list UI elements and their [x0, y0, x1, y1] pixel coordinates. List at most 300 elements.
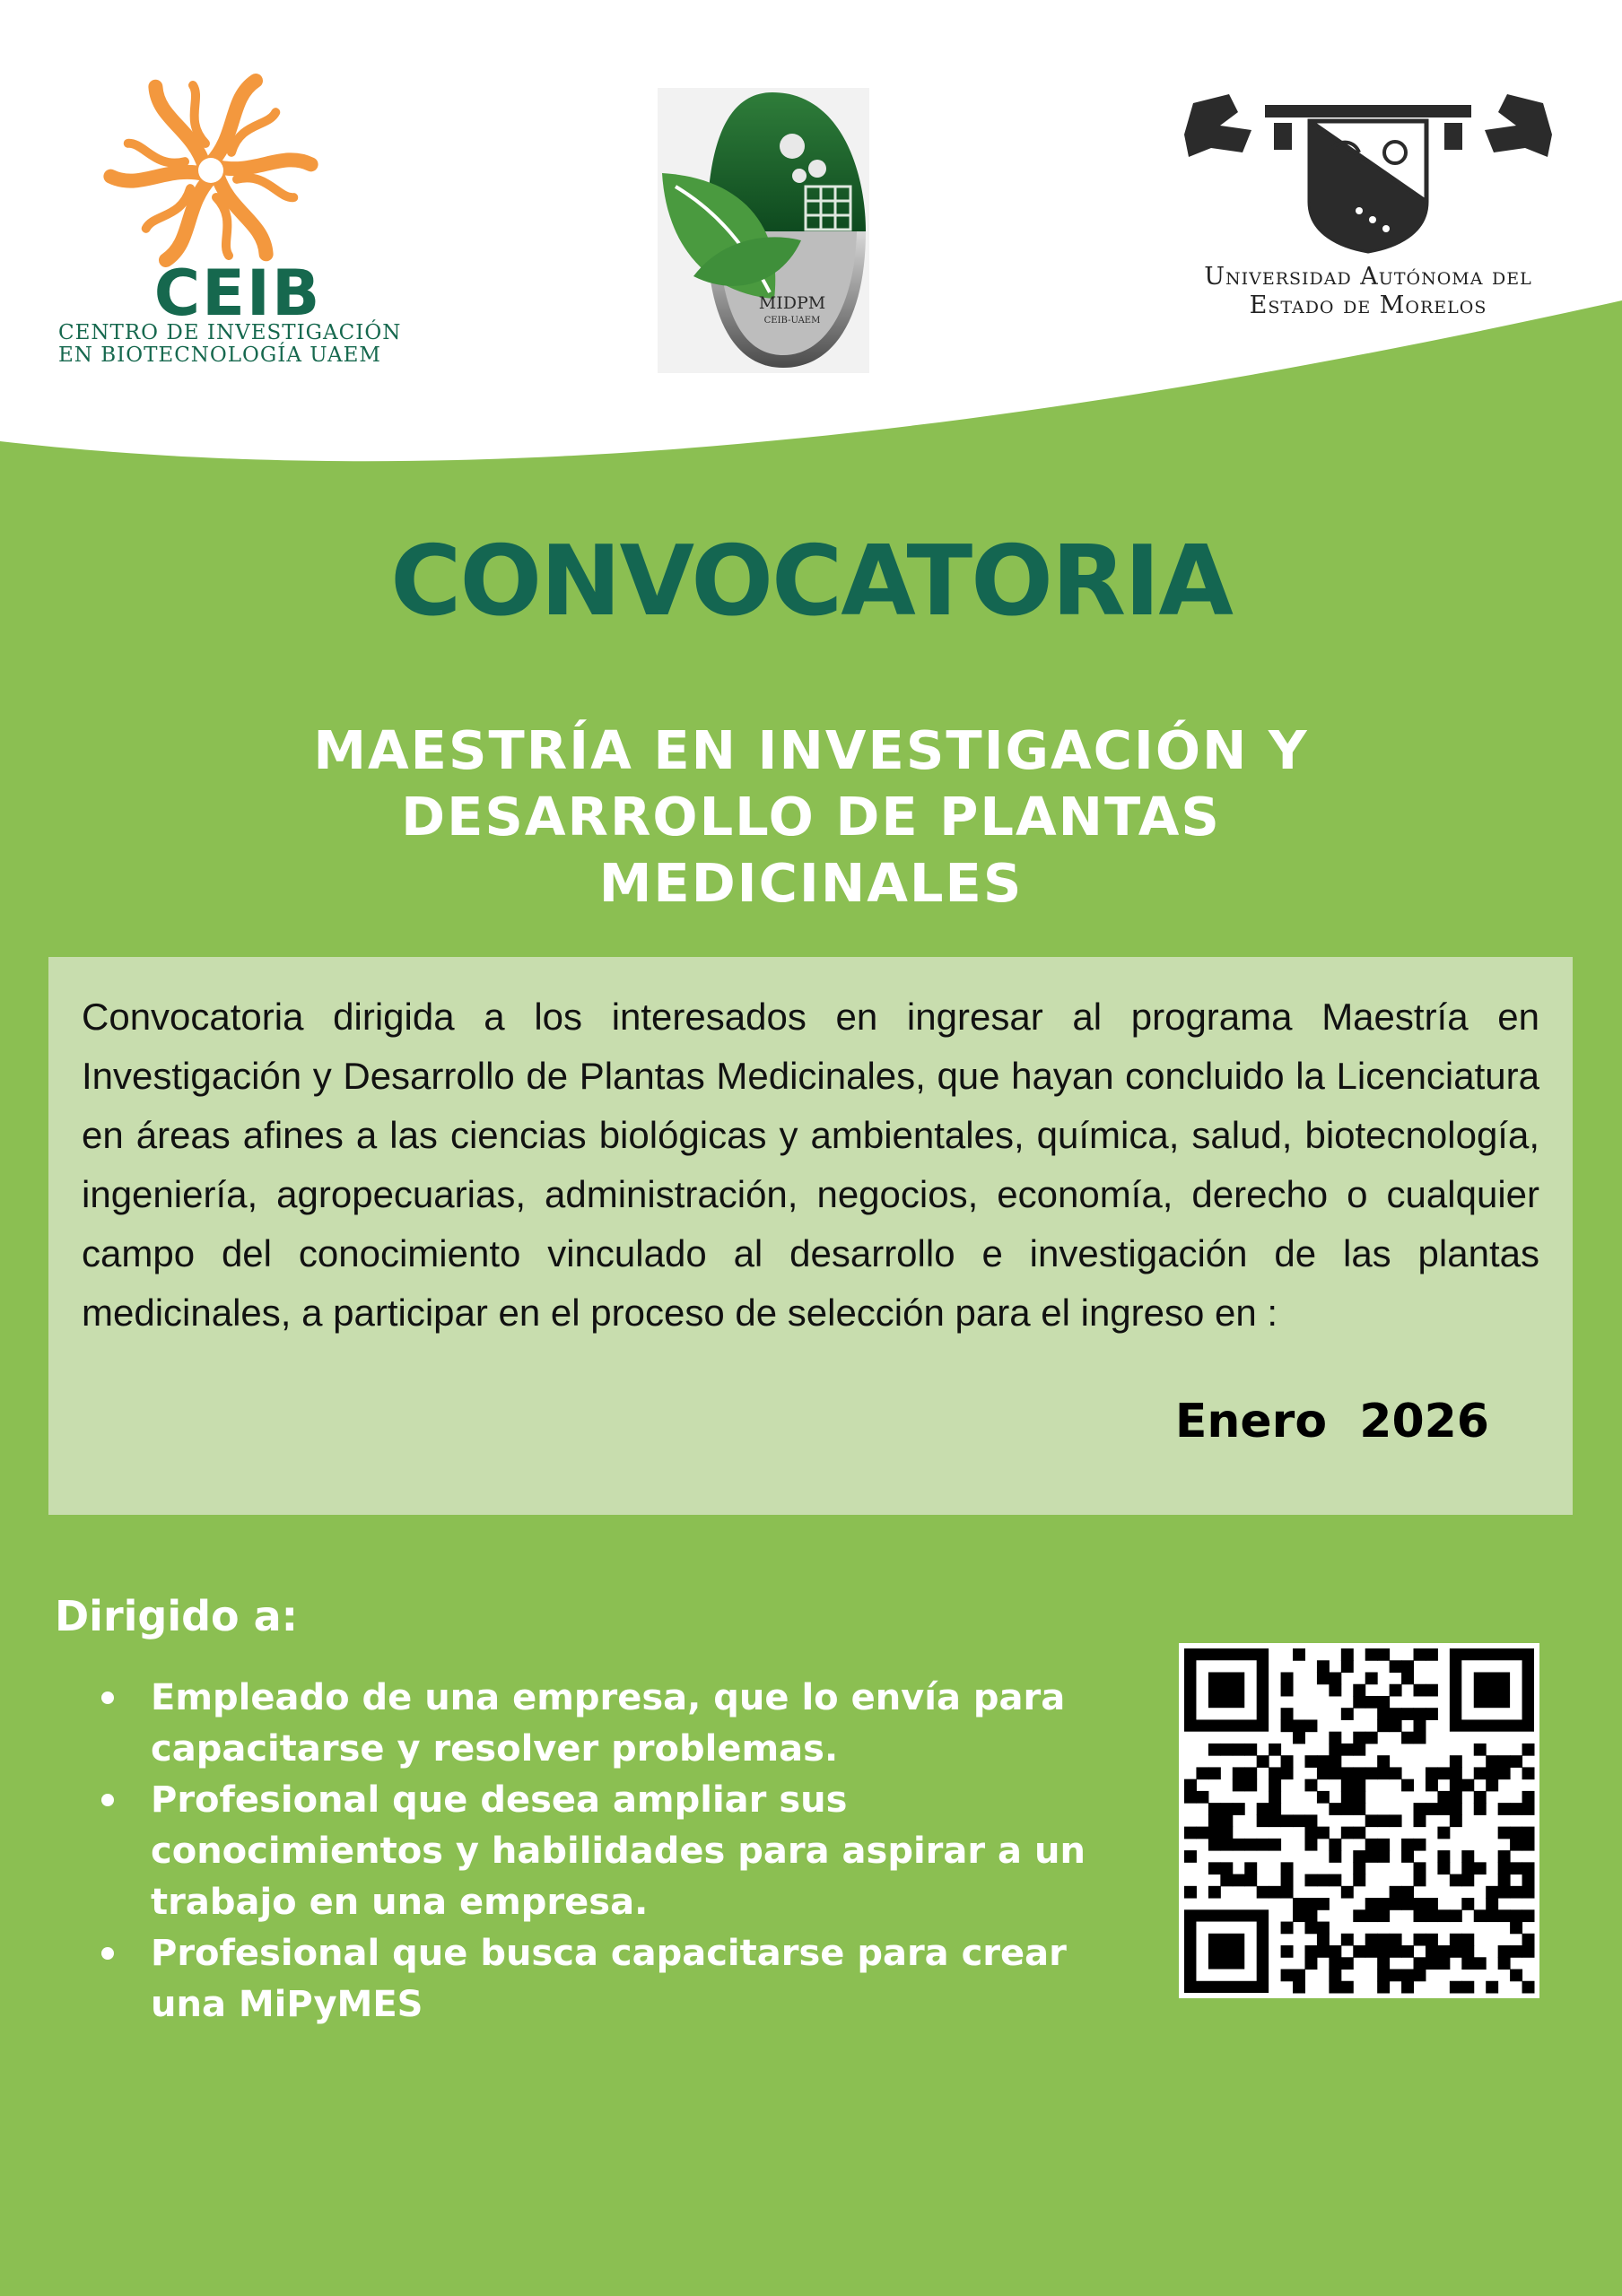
qr-module	[1474, 1767, 1487, 1779]
qr-module	[1401, 1672, 1414, 1684]
ceib-dna-star-icon	[103, 72, 318, 269]
qr-module	[1522, 1886, 1535, 1899]
qr-module	[1522, 1744, 1535, 1756]
qr-module	[1377, 1981, 1390, 1994]
qr-module	[1220, 1862, 1233, 1874]
qr-module	[1269, 1886, 1281, 1899]
qr-module	[1437, 1767, 1450, 1779]
qr-module	[1208, 1767, 1221, 1779]
qr-module	[1426, 1898, 1438, 1910]
qr-module	[1510, 1922, 1522, 1935]
qr-module	[1401, 1779, 1414, 1792]
qr-module	[1304, 1827, 1317, 1839]
qr-module	[1450, 1981, 1462, 1994]
qr-module	[1269, 1744, 1281, 1756]
audience-list	[94, 1673, 1144, 2031]
qr-module	[1317, 1945, 1330, 1958]
qr-module	[1461, 1874, 1474, 1887]
list-item-text: Empleado de una empresa, que lo envía para capacitarse y resolver problemas.	[151, 1677, 1066, 1770]
qr-module	[1208, 1862, 1221, 1874]
qr-module	[1474, 1957, 1487, 1970]
qr-module	[1401, 1945, 1414, 1958]
qr-module	[1426, 1909, 1438, 1922]
midpm-sublabel: CEIB-UAEM	[763, 316, 821, 326]
qr-module	[1401, 1708, 1414, 1720]
qr-module	[1390, 1898, 1402, 1910]
qr-module	[1377, 1696, 1390, 1709]
qr-module	[1233, 1803, 1245, 1815]
qr-module	[1426, 1945, 1438, 1958]
qr-module	[1414, 1862, 1426, 1874]
qr-module	[1329, 1839, 1341, 1851]
qr-module	[1304, 1909, 1317, 1922]
qr-module	[1233, 1767, 1245, 1779]
qr-module	[1317, 1660, 1330, 1673]
qr-module	[1329, 1732, 1341, 1744]
midpm-label: MIDPM	[758, 293, 826, 313]
qr-module	[1329, 1755, 1341, 1768]
qr-module	[1498, 1886, 1511, 1899]
qr-module	[1353, 1827, 1365, 1839]
qr-module	[1184, 1791, 1197, 1804]
qr-module	[1498, 1755, 1511, 1768]
qr-module	[1329, 1744, 1341, 1756]
qr-module	[1486, 1779, 1498, 1792]
qr-module	[1522, 1934, 1535, 1946]
qr-module	[1474, 1791, 1487, 1804]
qr-module	[1184, 1779, 1197, 1792]
qr-module	[1269, 1791, 1281, 1804]
qr-module	[1220, 1814, 1233, 1827]
bullet-icon	[101, 1692, 114, 1704]
qr-module	[1244, 1862, 1257, 1874]
qr-module	[1426, 1648, 1438, 1661]
qr-module	[1450, 1945, 1462, 1958]
list-item	[94, 1928, 1144, 2031]
qr-module	[1377, 1719, 1390, 1732]
qr-module	[1208, 1803, 1221, 1815]
qr-module	[1450, 1755, 1462, 1768]
qr-module	[1341, 1803, 1354, 1815]
qr-module	[1184, 1850, 1197, 1863]
qr-module	[1522, 1803, 1535, 1815]
qr-module	[1414, 1708, 1426, 1720]
qr-module	[1522, 1767, 1535, 1779]
qr-module	[1269, 1839, 1281, 1851]
qr-module	[1498, 1874, 1511, 1887]
qr-module	[1498, 1827, 1511, 1839]
qr-module	[1317, 1922, 1330, 1935]
qr-module	[1365, 1945, 1378, 1958]
qr-module	[1317, 1791, 1330, 1804]
qr-module	[1377, 1970, 1390, 1982]
qr-module	[1244, 1874, 1257, 1887]
qr-module	[1281, 1708, 1294, 1720]
qr-module	[1510, 1945, 1522, 1958]
qr-module	[1401, 1660, 1414, 1673]
qr-module	[1341, 1744, 1354, 1756]
qr-module	[1353, 1744, 1365, 1756]
qr-module	[1196, 1767, 1208, 1779]
qr-module	[1220, 1839, 1233, 1851]
qr-module	[1329, 1672, 1341, 1684]
qr-module	[1414, 1719, 1426, 1732]
qr-module	[1377, 1708, 1390, 1720]
qr-module	[1365, 1648, 1378, 1661]
qr-module	[1414, 1909, 1426, 1922]
qr-module	[1414, 1684, 1426, 1697]
qr-module	[1377, 1814, 1390, 1827]
qr-module	[1281, 1945, 1294, 1958]
qr-module	[1341, 1827, 1354, 1839]
qr-module	[1437, 1850, 1450, 1863]
qr-module	[1269, 1779, 1281, 1792]
qr-module	[1208, 1744, 1221, 1756]
qr-module	[1269, 1814, 1281, 1827]
qr-module	[1353, 1945, 1365, 1958]
qr-module	[1377, 1957, 1390, 1970]
qr-module	[1353, 1862, 1365, 1874]
qr-module	[1401, 1981, 1414, 1994]
qr-module	[1281, 1814, 1294, 1827]
audience-heading: Dirigido a:	[55, 1592, 299, 1640]
qr-module	[1461, 1981, 1474, 1994]
qr-module	[1220, 1827, 1233, 1839]
qr-module	[1293, 1732, 1305, 1744]
qr-module	[1486, 1909, 1498, 1922]
qr-module	[1390, 1945, 1402, 1958]
qr-module	[1341, 1660, 1354, 1673]
qr-module	[1244, 1767, 1257, 1779]
qr-module	[1317, 1672, 1330, 1684]
qr-module	[1304, 1874, 1317, 1887]
qr-module	[1281, 1767, 1294, 1779]
qr-module	[1450, 1934, 1462, 1946]
qr-module	[1414, 1957, 1426, 1970]
qr-module	[1257, 1755, 1269, 1768]
qr-module	[1281, 1970, 1294, 1982]
qr-module	[1257, 1814, 1269, 1827]
qr-module	[1365, 1672, 1378, 1684]
qr-module	[1401, 1970, 1414, 1982]
qr-module	[1353, 1874, 1365, 1887]
bullet-icon	[101, 1947, 114, 1960]
qr-module	[1401, 1898, 1414, 1910]
qr-module	[1426, 1957, 1438, 1970]
qr-module	[1329, 1970, 1341, 1982]
list-item-text: Profesional que busca capacitarse para crear una MiPyMES	[151, 1933, 1067, 2025]
qr-module	[1304, 1814, 1317, 1827]
qr-module	[1353, 1779, 1365, 1792]
qr-module	[1510, 1909, 1522, 1922]
ceib-wordmark: CEIB	[153, 257, 322, 330]
qr-module	[1244, 1839, 1257, 1851]
qr-module	[1437, 1791, 1450, 1804]
qr-module	[1317, 1934, 1330, 1946]
qr-module	[1377, 1898, 1390, 1910]
info-text: Convocatoria dirigida a los interesados en ingresar al programa Maestría en Investigación y Desarrollo de Plantas Medicinales, que hayan concluido la Licenciatura en áreas afines a las ciencias biológicas y ambientales, química, salud, biotecnología, ingeniería, agropecuarias, administración, negocios, economía, derecho o cualquier campo del conocimiento vinculado al desarrollo e investigación de las plantas medicinales, a participar en el proceso de selección para el ingreso en :	[82, 996, 1539, 1334]
qr-module	[1365, 1732, 1378, 1744]
qr-module	[1341, 1957, 1354, 1970]
qr-module	[1317, 1874, 1330, 1887]
qr-module	[1461, 1934, 1474, 1946]
qr-module	[1329, 1803, 1341, 1815]
qr-module	[1184, 1886, 1197, 1899]
qr-code-graphic	[1179, 1643, 1539, 1998]
qr-module	[1390, 1970, 1402, 1982]
qr-module	[1269, 1767, 1281, 1779]
qr-module	[1304, 1779, 1317, 1792]
qr-module	[1461, 1898, 1474, 1910]
qr-module	[1220, 1803, 1233, 1815]
qr-module	[1401, 1850, 1414, 1863]
qr-module	[1208, 1672, 1244, 1708]
qr-module	[1353, 1684, 1365, 1697]
qr-module	[1244, 1744, 1257, 1756]
qr-module	[1233, 1744, 1245, 1756]
qr-module	[1341, 1981, 1354, 1994]
qr-module	[1293, 1648, 1305, 1661]
qr-module	[1522, 1862, 1535, 1874]
qr-module	[1426, 1708, 1438, 1720]
qr-module	[1244, 1779, 1257, 1792]
qr-module	[1329, 1767, 1341, 1779]
qr-module	[1450, 1803, 1462, 1815]
qr-module	[1353, 1732, 1365, 1744]
qr-module	[1498, 1803, 1511, 1815]
qr-module	[1353, 1909, 1365, 1922]
qr-module	[1353, 1850, 1365, 1863]
qr-module	[1522, 1981, 1535, 1994]
qr-module	[1461, 1945, 1474, 1958]
qr-module	[1329, 1874, 1341, 1887]
qr-module	[1304, 1945, 1317, 1958]
qr-module	[1257, 1803, 1269, 1815]
qr-module	[1390, 1708, 1402, 1720]
qr-module	[1233, 1874, 1245, 1887]
qr-module	[1414, 1874, 1426, 1887]
qr-module	[1281, 1719, 1294, 1732]
qr-module	[1426, 1767, 1438, 1779]
qr-module	[1329, 1981, 1341, 1994]
qr-module	[1281, 1684, 1294, 1697]
qr-module	[1437, 1909, 1450, 1922]
qr-module	[1304, 1839, 1317, 1851]
qr-module	[1426, 1779, 1438, 1792]
qr-module	[1390, 1886, 1402, 1899]
admission-date: Enero 2026	[1174, 1395, 1489, 1448]
ceib-subtitle-line2: EN BIOTECNOLOGÍA UAEM	[58, 344, 381, 367]
qr-module	[1341, 1708, 1354, 1720]
uaem-name-line1: Universidad Autónoma del	[1204, 263, 1532, 291]
qr-module	[1257, 1886, 1269, 1899]
ceib-subtitle-line1: CENTRO DE INVESTIGACIÓN	[58, 321, 402, 344]
qr-module	[1329, 1850, 1341, 1863]
qr-module	[1486, 1886, 1498, 1899]
qr-module	[1390, 1719, 1402, 1732]
uaem-name-line2: Estado de Morelos	[1249, 291, 1487, 319]
qr-module	[1208, 1886, 1221, 1899]
qr-module	[1450, 1814, 1462, 1827]
qr-module	[1233, 1779, 1245, 1792]
qr-module	[1220, 1744, 1233, 1756]
qr-module	[1510, 1803, 1522, 1815]
qr-module	[1498, 1850, 1511, 1863]
qr-module	[1317, 1755, 1330, 1768]
qr-module	[1377, 1945, 1390, 1958]
qr-module	[1365, 1909, 1378, 1922]
qr-module	[1341, 1779, 1354, 1792]
qr-module	[1450, 1909, 1462, 1922]
qr-module	[1437, 1803, 1450, 1815]
qr-module	[1353, 1696, 1365, 1709]
qr-module	[1414, 1814, 1426, 1827]
qr-module	[1510, 1839, 1522, 1851]
qr-module	[1293, 1719, 1305, 1732]
list-item	[94, 1673, 1144, 1775]
qr-module	[1498, 1909, 1511, 1922]
qr-module	[1341, 1791, 1354, 1804]
qr-module	[1304, 1922, 1317, 1935]
qr-module	[1498, 1945, 1511, 1958]
qr-module	[1341, 1934, 1354, 1946]
qr-module	[1414, 1648, 1426, 1661]
qr-module	[1281, 1874, 1294, 1887]
bullet-icon	[101, 1794, 114, 1806]
qr-module	[1353, 1791, 1365, 1804]
qr-module	[1437, 1827, 1450, 1839]
qr-module	[1329, 1684, 1341, 1697]
qr-module	[1390, 1684, 1402, 1697]
qr-module	[1461, 1862, 1474, 1874]
qr-module	[1474, 1909, 1487, 1922]
qr-module	[1486, 1767, 1498, 1779]
qr-module	[1498, 1957, 1511, 1970]
qr-module	[1365, 1898, 1378, 1910]
qr-module	[1450, 1767, 1462, 1779]
qr-module	[1414, 1803, 1426, 1815]
qr-module	[1510, 1970, 1522, 1982]
qr-module	[1414, 1898, 1426, 1910]
qr-module	[1390, 1814, 1402, 1827]
qr-module	[1474, 1862, 1487, 1874]
qr-module	[1474, 1672, 1510, 1708]
qr-module	[1304, 1898, 1317, 1910]
qr-module	[1257, 1839, 1269, 1851]
qr-module	[1208, 1934, 1244, 1970]
ceib-logo	[54, 72, 402, 368]
qr-module	[1510, 1886, 1522, 1899]
qr-module	[1450, 1779, 1462, 1792]
qr-module	[1522, 1909, 1535, 1922]
qr-module	[1486, 1755, 1498, 1768]
qr-module	[1437, 1945, 1450, 1958]
qr-module	[1522, 1839, 1535, 1851]
qr-module	[1220, 1874, 1233, 1887]
qr-module	[1461, 1957, 1474, 1970]
qr-module	[1304, 1957, 1317, 1970]
qr-module	[1233, 1839, 1245, 1851]
qr-module	[1293, 1970, 1305, 1982]
qr-module	[1293, 1814, 1305, 1827]
qr-module	[1293, 1898, 1305, 1910]
qr-module	[1522, 1791, 1535, 1804]
qr-module	[1510, 1862, 1522, 1874]
qr-module	[1281, 1755, 1294, 1768]
qr-module	[1341, 1648, 1354, 1661]
qr-module	[1281, 1672, 1294, 1684]
qr-module	[1329, 1945, 1341, 1958]
qr-module	[1414, 1732, 1426, 1744]
uaem-shield-icon	[1166, 85, 1570, 256]
qr-module	[1498, 1767, 1511, 1779]
qr-module	[1414, 1934, 1426, 1946]
qr-module	[1377, 1755, 1390, 1768]
qr-module	[1390, 1660, 1402, 1673]
qr-module	[1317, 1827, 1330, 1839]
qr-module	[1522, 1874, 1535, 1887]
qr-module	[1377, 1850, 1390, 1863]
qr-module	[1461, 1850, 1474, 1863]
qr-module	[1450, 1874, 1462, 1887]
qr-module	[1329, 1957, 1341, 1970]
qr-module	[1474, 1803, 1487, 1815]
qr-module	[1522, 1827, 1535, 1839]
page-title: CONVOCATORIA	[390, 526, 1232, 638]
qr-module	[1341, 1886, 1354, 1899]
qr-module	[1510, 1755, 1522, 1768]
qr-module	[1208, 1814, 1221, 1827]
qr-module	[1304, 1755, 1317, 1768]
qr-module	[1377, 1648, 1390, 1661]
qr-module	[1377, 1839, 1390, 1851]
qr-module	[1377, 1909, 1390, 1922]
qr-module	[1365, 1839, 1378, 1851]
qr-module	[1401, 1839, 1414, 1851]
qr-module	[1208, 1839, 1221, 1851]
qr-module	[1486, 1981, 1498, 1994]
qr-module	[1281, 1886, 1294, 1899]
uaem-logo	[1166, 85, 1570, 327]
qr-module	[1401, 1732, 1414, 1744]
qr-module	[1401, 1886, 1414, 1899]
qr-module	[1293, 1981, 1305, 1994]
qr-module	[1196, 1791, 1208, 1804]
qr-module	[1293, 1909, 1305, 1922]
qr-module	[1196, 1827, 1208, 1839]
qr-module	[1365, 1850, 1378, 1863]
qr-module	[1437, 1957, 1450, 1970]
qr-module	[1377, 1934, 1390, 1946]
qr-module	[1269, 1803, 1281, 1815]
qr-module	[1390, 1767, 1402, 1779]
qr-module	[1317, 1767, 1330, 1779]
list-item	[94, 1775, 1144, 1928]
qr-module	[1450, 1791, 1462, 1804]
list-item-text: Profesional que desea ampliar sus conocimientos y habilidades para aspirar a un trabajo en una empresa.	[151, 1779, 1086, 1923]
qr-module	[1426, 1684, 1438, 1697]
qr-module	[1304, 1719, 1317, 1732]
qr-module	[1365, 1767, 1378, 1779]
qr-code-icon[interactable]	[1179, 1643, 1539, 1998]
qr-module	[1184, 1827, 1197, 1839]
qr-module	[1353, 1767, 1365, 1779]
qr-module	[1365, 1696, 1378, 1709]
qr-module	[1377, 1767, 1390, 1779]
qr-module	[1281, 1922, 1294, 1935]
qr-module	[1390, 1934, 1402, 1946]
qr-module	[1353, 1803, 1365, 1815]
